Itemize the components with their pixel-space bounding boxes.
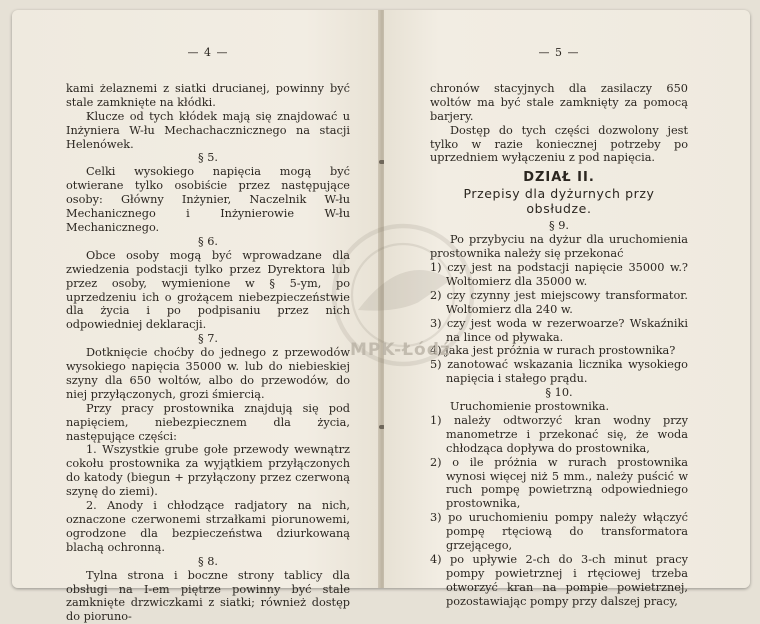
left-page-content: [12, 46, 380, 624]
list-item: 4) jaka jest próżnia w rurach prostownika?: [430, 344, 676, 358]
chapter-heading: DZIAŁ II.: [523, 170, 595, 186]
left-text-blocks: [66, 82, 350, 624]
list-item: 2) czy czynny jest miejscowy transformator. Woltomierz dla 240 w.: [430, 288, 688, 316]
paragraph: Obce osoby mogą być wprowadzane dla zwiedzenia podstacji tylko przez Dyrektora lub przez osoby, wymienione w § 5-ym, po uprzedzeniu ich o grożącem niebezpieczeństwie dla życia i po podpisaniu przez nich odpowiedniej deklaracji.: [66, 248, 350, 332]
section-heading: § 6.: [197, 234, 219, 248]
section-heading: § 8.: [197, 554, 219, 568]
page-number-right: — 5 —: [538, 46, 580, 59]
watermark-text: MPK-Łódź: [350, 340, 451, 360]
page-number-left: — 4 —: [187, 46, 229, 59]
paragraph: Dostęp do tych części dozwolony jest tylko w razie koniecznej potrzeby po uprzedniem wyłączeniu z pod napięcia.: [430, 123, 688, 165]
left-page: [12, 10, 380, 624]
section-9-list: [430, 261, 688, 386]
paragraph: Dotknięcie choćby do jednego z przewodów wysokiego napięcia 35000 w. lub do niebieskiej szyny dla 650 woltów, albo do przewodów, do niej przyłączonych, grozi śmiercią.: [66, 346, 350, 401]
section-9-heading: § 9.: [548, 219, 570, 233]
booklet: [12, 10, 750, 624]
section-10-list: [430, 414, 688, 609]
right-intro-text: [430, 82, 688, 165]
paragraph: 2. Anody i chłodzące radjatory na nich, oznaczone czerwonemi strzałkami piorunowemi, ogrodzone dla bezpieczeństwa dziurkowaną blachą ochronną.: [66, 499, 350, 554]
section-10-intro: Uruchomienie prostownika.: [450, 400, 610, 414]
paragraph: Klucze od tych kłódek mają się znajdować u Inżyniera W-łu Mechachacznicznego na stacji Helenówek.: [66, 109, 350, 151]
paragraph: 1. Wszystkie grube gołe przewody wewnątrz cokołu prostownika za wyjątkiem przyłączonych do katody (biegun + przyłączony przez czerwoną szynę do ziemi).: [66, 443, 350, 499]
list-item: 4) po upływie 2-ch do 3-ch minut pracy pompy powietrznej i rtęciowej trzeba otworzyć kran na pompie powietrznej, pozostawiając pompy przy dalszej pracy,: [430, 553, 688, 608]
paragraph: Przy pracy prostownika znajdują się pod napięciem, niebezpiecznem dla życia, następujące części:: [66, 401, 350, 443]
section-9-intro: Po przybyciu na dyżur dla uruchomienia prostownika należy się przekonać: [430, 233, 688, 261]
paragraph: chronów stacyjnych dla zasilaczy 650 woltów ma być stale zamknięty za pomocą barjery.: [430, 81, 688, 123]
paragraph: Tylna strona i boczne strony tablicy dla obsługi na I-em piętrze powinny być stale zamknięte drzwiczkami z siatki; również dostęp do pioruno-: [66, 568, 350, 624]
section-heading: § 7.: [197, 332, 219, 346]
section-heading: § 5.: [197, 151, 219, 165]
right-page: [384, 10, 750, 608]
list-item: 3) czy jest woda w rezerwoarze? Wskaźniki na lince od pływaka.: [430, 316, 688, 344]
section-10-heading: § 10.: [545, 386, 573, 400]
list-item: 3) po uruchomieniu pompy należy włączyć pompę rtęciową do transformatora grzejącego,: [430, 511, 688, 553]
list-item: 2) o ile próżnia w rurach prostownika wynosi więcej niż 5 mm., należy puścić w ruch pompę powietrzną odpowiedniego prostownika,: [430, 455, 688, 511]
paragraph: kami żelaznemi z siatki drucianej, powinny być stale zamknięte na kłódki.: [66, 81, 350, 109]
list-item: 1) czy jest na podstacji napięcie 35000 w.? Woltomierz dla 35000 w.: [430, 260, 688, 288]
chapter-title: Przepisy dla dyżurnych przy obsłudze.: [463, 186, 655, 217]
right-page-content: [384, 46, 750, 609]
list-item: 1) należy odtworzyć kran wodny przy manometrze i przekonać się, że woda chłodząca dopływa do prostownika,: [430, 413, 688, 455]
list-item: 5) zanotować wskazania licznika wysokiego napięcia i stałego prądu.: [430, 358, 688, 386]
paragraph: Celki wysokiego napięcia mogą być otwierane tylko osobiście przez następujące osoby: Główny Inżynier, Naczelnik W-łu Mechanicznego i Inżynierowie W-łu Mechanicznego.: [66, 165, 350, 234]
